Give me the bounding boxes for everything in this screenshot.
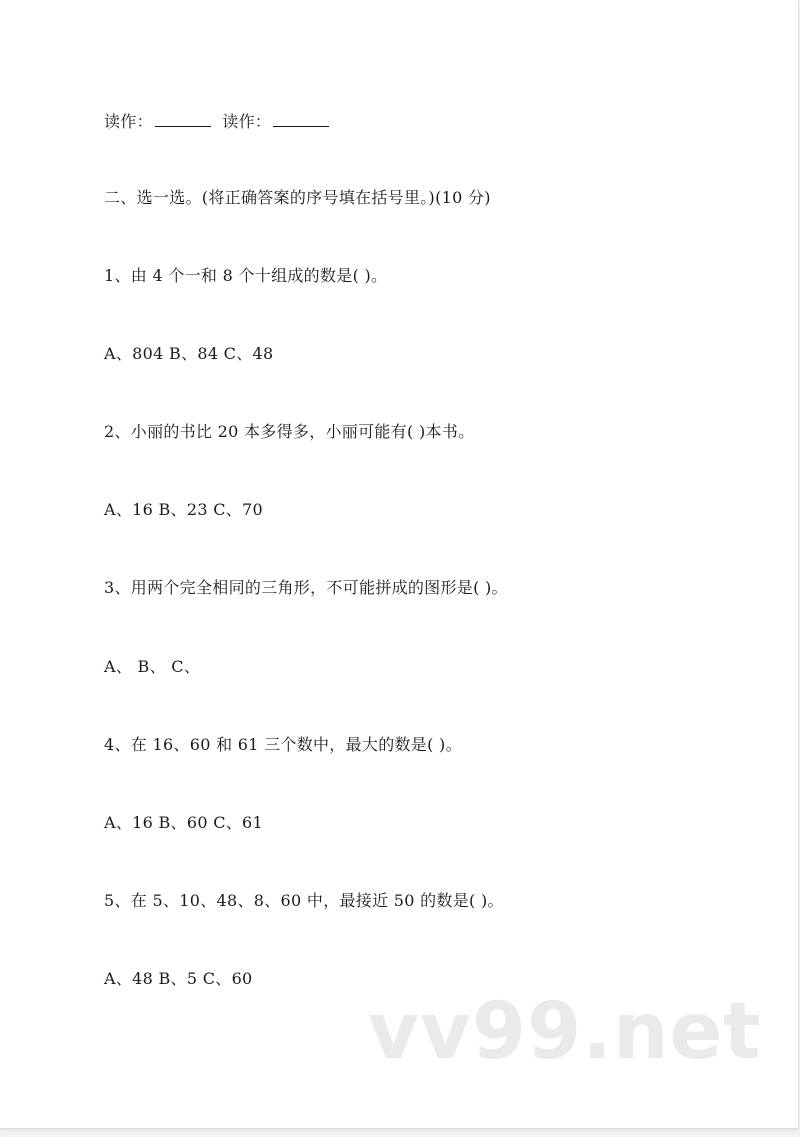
question-5-options: A、48 B、5 C、60 [104,969,253,988]
question-4: 4、在 16、60 和 61 三个数中，最大的数是( )。 [104,735,462,754]
section-heading: 二、选一选。(将正确答案的序号填在括号里。)(10 分) [104,188,491,207]
reading-blank-2 [273,110,329,127]
question-2-options: A、16 B、23 C、70 [104,500,264,519]
reading-line [104,110,335,132]
question-3-options: A、 B、 C、 [104,657,201,676]
question-2: 2、小丽的书比 20 本多得多，小丽可能有( )本书。 [104,422,475,441]
question-3: 3、用两个完全相同的三角形，不可能拼成的图形是( )。 [104,578,508,597]
question-1-options: A、804 B、84 C、48 [104,344,274,363]
question-4-options: A、16 B、60 C、61 [104,813,264,832]
reading-label-1: 读作： [104,112,153,131]
question-1: 1、由 4 个一和 8 个十组成的数是( )。 [104,266,388,285]
watermark: vv99.net [368,987,762,1077]
question-5: 5、在 5、10、48、8、60 中，最接近 50 的数是( )。 [104,891,504,910]
reading-blank-1 [155,110,211,127]
reading-label-2: 读作： [222,112,272,131]
